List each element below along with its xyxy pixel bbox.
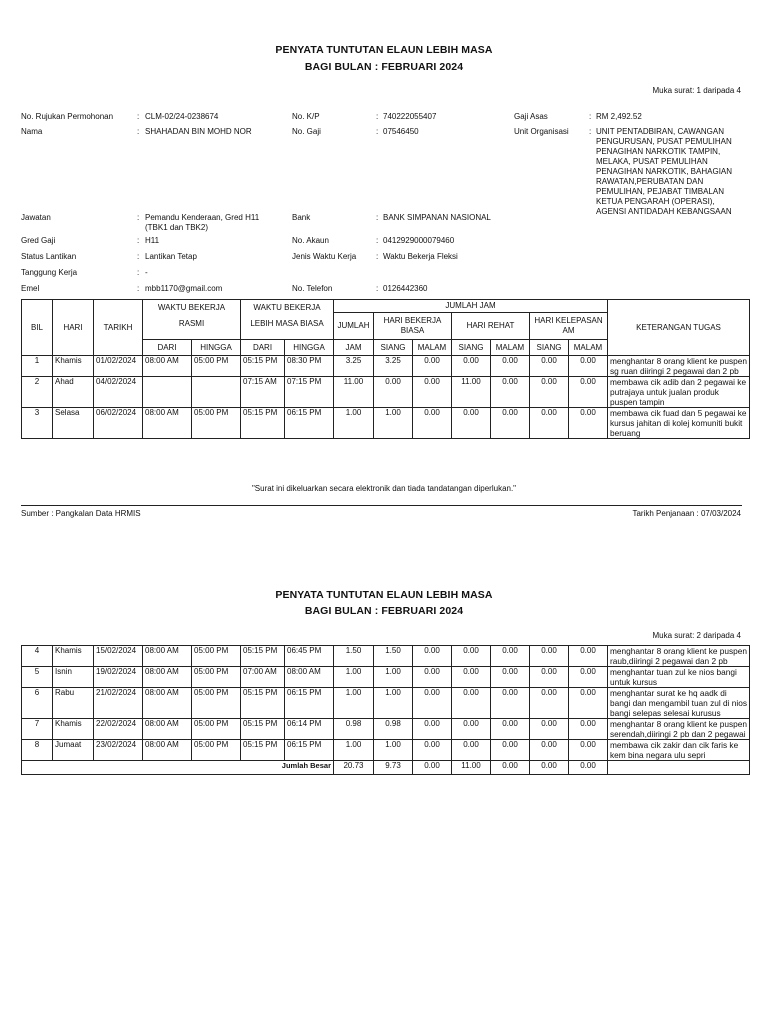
row-hk-siang: 0.00 [530, 377, 569, 408]
row-hari: Isnin [53, 667, 94, 688]
row-hari: Khamis [53, 356, 94, 377]
row-lebih-dari: 05:15 PM [241, 356, 285, 377]
gred-label: Gred Gaji [21, 236, 56, 245]
status-label: Status Lantikan [21, 252, 77, 261]
row-hb-siang: 1.00 [374, 688, 413, 719]
row-tarikh: 06/02/2024 [94, 408, 143, 439]
row-tarikh: 01/02/2024 [94, 356, 143, 377]
row-lebih-hingga: 08:00 AM [285, 667, 334, 688]
total-hb-siang: 9.73 [374, 761, 413, 775]
sep: : [589, 127, 592, 136]
row-bil: 4 [22, 646, 53, 667]
row-lebih-hingga: 08:30 PM [285, 356, 334, 377]
row-bil: 1 [22, 356, 53, 377]
row-hk-siang: 0.00 [530, 646, 569, 667]
sep: : [137, 112, 140, 121]
row-hr-siang: 0.00 [452, 688, 491, 719]
sep: : [376, 284, 379, 293]
row-lebih-dari: 05:15 PM [241, 646, 285, 667]
unit-line: KETUA PENGARAH (OPERASI), [596, 197, 715, 206]
row-hb-siang: 0.00 [374, 377, 413, 408]
table-row [22, 646, 750, 667]
unit-line: RAWATAN,PERUBATAN DAN [596, 177, 704, 186]
row-hk-siang: 0.00 [530, 667, 569, 688]
total-hk-malam: 0.00 [569, 761, 608, 775]
total-hr-malam: 0.00 [491, 761, 530, 775]
row-lebih-hingga: 06:14 PM [285, 719, 334, 740]
row-hr-malam: 0.00 [491, 667, 530, 688]
row-rasmi-hingga: 05:00 PM [192, 646, 241, 667]
unit-line: UNIT PENTADBIRAN, CAWANGAN [596, 127, 725, 136]
row-hk-siang: 0.00 [530, 408, 569, 439]
row-hb-malam: 0.00 [413, 688, 452, 719]
sep: : [589, 112, 592, 121]
total-label: Jumlah Besar [22, 761, 334, 775]
row-lebih-hingga: 06:15 PM [285, 740, 334, 761]
sep: : [137, 268, 140, 277]
telefon-label: No. Telefon [292, 284, 333, 293]
sep: : [137, 213, 140, 222]
header-hari-rehat: HARI REHAT [452, 313, 530, 340]
header-keterangan: KETERANGAN TUGAS [608, 300, 750, 356]
total-hr-siang: 11.00 [452, 761, 491, 775]
row-rasmi-dari: 08:00 AM [143, 356, 192, 377]
row-hb-siang: 3.25 [374, 356, 413, 377]
row-tarikh: 22/02/2024 [94, 719, 143, 740]
row-lebih-dari: 05:15 PM [241, 740, 285, 761]
unit-value [596, 127, 756, 217]
kp-label: No. K/P [292, 112, 320, 121]
row-hb-siang: 1.00 [374, 667, 413, 688]
row-rasmi-hingga [192, 377, 241, 408]
page2-title: PENYATA TUNTUTAN ELAUN LEBIH MASA [275, 589, 493, 601]
page1-title: PENYATA TUNTUTAN ELAUN LEBIH MASA [275, 44, 493, 56]
rujukan-label: No. Rujukan Permohonan [21, 112, 114, 121]
tanggung-label: Tanggung Kerja [21, 268, 78, 277]
row-hari: Khamis [53, 719, 94, 740]
header-rasmi-dari: DARI [143, 340, 192, 356]
row-hk-malam: 0.00 [569, 667, 608, 688]
header-hb-malam: MALAM [413, 340, 452, 356]
header-waktu-rasmi-line2: RASMI [178, 319, 205, 328]
total-hk-siang: 0.00 [530, 761, 569, 775]
row-hk-malam: 0.00 [569, 377, 608, 408]
row-bil: 5 [22, 667, 53, 688]
row-hari: Jumaat [53, 740, 94, 761]
header-lebih-hingga: HINGGA [285, 340, 334, 356]
row-lebih-hingga: 07:15 PM [285, 377, 334, 408]
row-hari: Ahad [53, 377, 94, 408]
row-rasmi-dari: 08:00 AM [143, 667, 192, 688]
sep: : [137, 236, 140, 245]
akaun-value: 0412929000079460 [383, 236, 455, 245]
sep: : [376, 236, 379, 245]
page2-subtitle: BAGI BULAN : FEBRUARI 2024 [304, 605, 464, 617]
overtime-table-page2 [21, 645, 750, 775]
row-hr-malam: 0.00 [491, 646, 530, 667]
row-rasmi-hingga: 05:00 PM [192, 356, 241, 377]
sep: : [137, 252, 140, 261]
row-lebih-dari: 05:15 PM [241, 408, 285, 439]
gaji-asas-value: RM 2,492.52 [596, 112, 642, 121]
electronic-note: "Surat ini dikeluarkan secara elektronik dan tiada tandatangan diperlukan." [251, 484, 517, 493]
row-hk-malam: 0.00 [569, 740, 608, 761]
jawatan-line: (TBK1 dan TBK2) [145, 223, 208, 232]
row-jam: 1.00 [334, 688, 374, 719]
row-tarikh: 15/02/2024 [94, 646, 143, 667]
page1-subtitle: BAGI BULAN : FEBRUARI 2024 [304, 61, 464, 73]
row-hb-malam: 0.00 [413, 667, 452, 688]
table-row [22, 377, 750, 408]
gaji-asas-label: Gaji Asas [514, 112, 548, 121]
jawatan-label: Jawatan [21, 213, 51, 222]
row-hk-malam: 0.00 [569, 356, 608, 377]
row-rasmi-dari: 08:00 AM [143, 688, 192, 719]
page2-page-number: Muka surat: 2 daripada 4 [652, 631, 741, 640]
row-bil: 3 [22, 408, 53, 439]
row-hb-siang: 1.00 [374, 408, 413, 439]
row-jam: 1.50 [334, 646, 374, 667]
row-hr-siang: 0.00 [452, 356, 491, 377]
row-lebih-hingga: 06:45 PM [285, 646, 334, 667]
row-keterangan: menghantar 8 orang klient ke puspen serendah,diiringi 2 pb dan 2 pegawai [608, 719, 750, 740]
row-rasmi-dari [143, 377, 192, 408]
row-keterangan: menghantar surat ke hq aadk di bangi dan mengambil tuan zul di nios bangi selepas selesai kurusus [608, 688, 750, 719]
unit-line: PEMULIHAN, PEJABAT TIMBALAN [596, 187, 725, 196]
row-lebih-dari: 05:15 PM [241, 719, 285, 740]
header-waktu-lebih-line1: WAKTU BEKERJA [253, 303, 321, 312]
row-jam: 0.98 [334, 719, 374, 740]
footer-divider [21, 505, 742, 506]
row-hb-malam: 0.00 [413, 646, 452, 667]
row-keterangan: membawa cik zakir dan cik faris ke kem bina negara ulu sepri [608, 740, 750, 761]
row-hr-siang: 0.00 [452, 408, 491, 439]
sumber: Sumber : Pangkalan Data HRMIS [21, 509, 141, 518]
row-bil: 8 [22, 740, 53, 761]
unit-line: AGENSI ANTIDADAH KEBANGSAAN [596, 207, 732, 216]
row-lebih-hingga: 06:15 PM [285, 688, 334, 719]
telefon-value: 0126442360 [383, 284, 428, 293]
row-tarikh: 04/02/2024 [94, 377, 143, 408]
header-hr-siang: SIANG [452, 340, 491, 356]
header-hari: HARI [53, 300, 94, 356]
emel-label: Emel [21, 284, 40, 293]
unit-line: PENGURUSAN, PUSAT PEMULIHAN [596, 137, 732, 146]
header-hk-siang: SIANG [530, 340, 569, 356]
row-rasmi-hingga: 05:00 PM [192, 408, 241, 439]
unit-line: PENAGIHAN NARKOTIK, BAHAGIAN [596, 167, 733, 176]
header-hb-siang: SIANG [374, 340, 413, 356]
table-row [22, 719, 750, 740]
header-lebih-dari: DARI [241, 340, 285, 356]
unit-line: MELAKA, PUSAT PEMULIHAN [596, 157, 708, 166]
tanggung-value: - [145, 268, 148, 277]
row-hk-siang: 0.00 [530, 356, 569, 377]
jenis-value: Waktu Bekerja Fleksi [383, 252, 458, 261]
row-hr-malam: 0.00 [491, 377, 530, 408]
row-hb-siang: 1.00 [374, 740, 413, 761]
bank-value: BANK SIMPANAN NASIONAL [383, 213, 491, 222]
status-value: Lantikan Tetap [145, 252, 197, 261]
row-jam: 1.00 [334, 740, 374, 761]
table-row [22, 688, 750, 719]
nama-value: SHAHADAN BIN MOHD NOR [145, 127, 252, 136]
akaun-label: No. Akaun [292, 236, 329, 245]
header-hari-bekerja: HARI BEKERJA BIASA [374, 313, 452, 340]
table-row [22, 667, 750, 688]
row-hr-malam: 0.00 [491, 719, 530, 740]
row-tarikh: 23/02/2024 [94, 740, 143, 761]
sep: : [376, 112, 379, 121]
header-jumlah-jam: JUMLAH JAM [334, 300, 608, 313]
row-hb-siang: 1.50 [374, 646, 413, 667]
row-hr-siang: 0.00 [452, 719, 491, 740]
row-tarikh: 21/02/2024 [94, 688, 143, 719]
row-rasmi-dari: 08:00 AM [143, 646, 192, 667]
row-hk-siang: 0.00 [530, 740, 569, 761]
kp-value: 740222055407 [383, 112, 437, 121]
sep: : [376, 252, 379, 261]
row-hk-siang: 0.00 [530, 688, 569, 719]
table-row [22, 408, 750, 439]
row-rasmi-dari: 08:00 AM [143, 740, 192, 761]
row-jam: 1.00 [334, 408, 374, 439]
bank-label: Bank [292, 213, 311, 222]
row-rasmi-dari: 08:00 AM [143, 719, 192, 740]
sep: : [137, 127, 140, 136]
jawatan-value [145, 213, 259, 233]
header-rasmi-hingga: HINGGA [192, 340, 241, 356]
row-bil: 7 [22, 719, 53, 740]
header-waktu-rasmi [143, 300, 241, 340]
row-keterangan: menghantar 8 orang klient ke puspen raub,diiringi 2 pegawai dan 2 pb [608, 646, 750, 667]
header-waktu-lebih [241, 300, 334, 340]
rujukan-value: CLM-02/24-0238674 [145, 112, 219, 121]
overtime-table-page1 [21, 299, 750, 439]
jenis-label: Jenis Waktu Kerja [292, 252, 357, 261]
row-hk-malam: 0.00 [569, 719, 608, 740]
row-rasmi-hingga: 05:00 PM [192, 688, 241, 719]
header-jam: JAM [334, 340, 374, 356]
table-row [22, 740, 750, 761]
gred-value: H11 [145, 236, 160, 245]
row-rasmi-hingga: 05:00 PM [192, 740, 241, 761]
total-row [22, 761, 750, 775]
row-hari: Khamis [53, 646, 94, 667]
row-keterangan: membawa cik adib dan 2 pegawai ke putrajaya untuk jualan produk puspen tampin [608, 377, 750, 408]
emel-value: mbb1170@gmail.com [145, 284, 223, 293]
row-hr-malam: 0.00 [491, 688, 530, 719]
header-hari-kelepasan: HARI KELEPASAN AM [530, 313, 608, 340]
row-hr-siang: 0.00 [452, 740, 491, 761]
row-hari: Selasa [53, 408, 94, 439]
table-row [22, 356, 750, 377]
row-hr-siang: 11.00 [452, 377, 491, 408]
row-hr-siang: 0.00 [452, 667, 491, 688]
row-hk-siang: 0.00 [530, 719, 569, 740]
row-hr-siang: 0.00 [452, 646, 491, 667]
gaji-no-label: No. Gaji [292, 127, 321, 136]
row-hr-malam: 0.00 [491, 408, 530, 439]
total-hb-malam: 0.00 [413, 761, 452, 775]
row-keterangan: menghantar 8 orang klient ke puspen sg ruan diiringi 2 pegawai dan 2 pb [608, 356, 750, 377]
row-jam: 11.00 [334, 377, 374, 408]
row-rasmi-hingga: 05:00 PM [192, 719, 241, 740]
header-jumlah: JUMLAH [334, 313, 374, 340]
row-lebih-dari: 07:15 AM [241, 377, 285, 408]
tarikh-penjanaan: Tarikh Penjanaan : 07/03/2024 [632, 509, 741, 518]
row-hb-malam: 0.00 [413, 740, 452, 761]
row-bil: 2 [22, 377, 53, 408]
row-hb-malam: 0.00 [413, 377, 452, 408]
unit-line: PENAGIHAN NARKOTIK TAMPIN, [596, 147, 721, 156]
row-hr-malam: 0.00 [491, 740, 530, 761]
header-hr-malam: MALAM [491, 340, 530, 356]
row-keterangan: membawa cik fuad dan 5 pegawai ke kursus jahitan di kolej komuniti bukit beruang [608, 408, 750, 439]
row-jam: 1.00 [334, 667, 374, 688]
total-jam: 20.73 [334, 761, 374, 775]
row-hr-malam: 0.00 [491, 356, 530, 377]
row-jam: 3.25 [334, 356, 374, 377]
row-hari: Rabu [53, 688, 94, 719]
row-keterangan: menghantar tuan zul ke nios bangi untuk kursus [608, 667, 750, 688]
row-lebih-dari: 07:00 AM [241, 667, 285, 688]
row-hb-malam: 0.00 [413, 408, 452, 439]
row-lebih-hingga: 06:15 PM [285, 408, 334, 439]
sep: : [137, 284, 140, 293]
header-bil: BIL [22, 300, 53, 356]
nama-label: Nama [21, 127, 43, 136]
table-body-page1 [22, 356, 750, 439]
row-hk-malam: 0.00 [569, 408, 608, 439]
header-waktu-lebih-line2: LEBIH MASA BIASA [250, 319, 324, 328]
row-hb-malam: 0.00 [413, 356, 452, 377]
row-lebih-dari: 05:15 PM [241, 688, 285, 719]
header-waktu-rasmi-line1: WAKTU BEKERJA [157, 303, 226, 312]
row-rasmi-dari: 08:00 AM [143, 408, 192, 439]
row-hk-malam: 0.00 [569, 646, 608, 667]
sep: : [376, 213, 379, 222]
page1-page-number: Muka surat: 1 daripada 4 [652, 86, 741, 95]
row-hb-malam: 0.00 [413, 719, 452, 740]
gaji-no-value: 07546450 [383, 127, 419, 136]
total-empty [608, 761, 750, 775]
row-rasmi-hingga: 05:00 PM [192, 667, 241, 688]
jawatan-line: Pemandu Kenderaan, Gred H11 [145, 213, 260, 222]
row-hb-siang: 0.98 [374, 719, 413, 740]
sep: : [376, 127, 379, 136]
table-body-page2 [22, 646, 750, 761]
unit-label: Unit Organisasi [514, 127, 569, 136]
row-hk-malam: 0.00 [569, 688, 608, 719]
header-hk-malam: MALAM [569, 340, 608, 356]
header-tarikh: TARIKH [94, 300, 143, 356]
row-bil: 6 [22, 688, 53, 719]
row-tarikh: 19/02/2024 [94, 667, 143, 688]
